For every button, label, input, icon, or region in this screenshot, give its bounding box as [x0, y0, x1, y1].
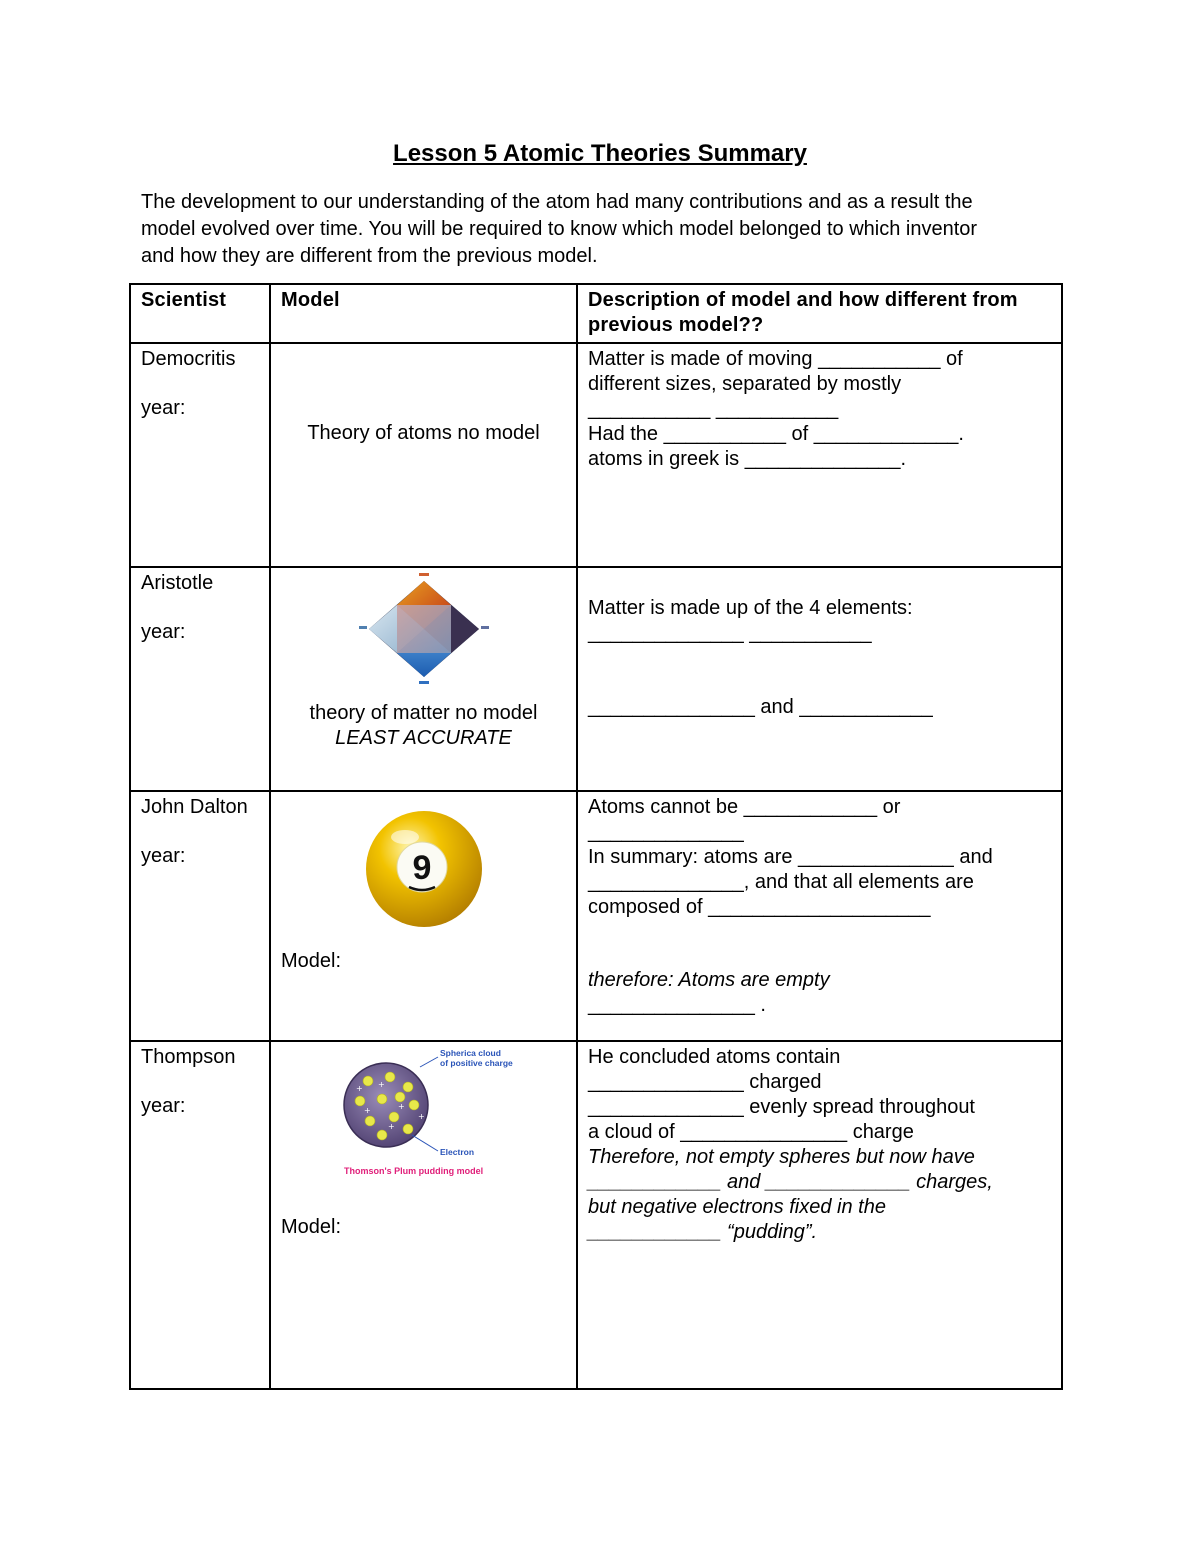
header-description: Description of model and how different from previous model?? — [577, 284, 1062, 343]
model-text: Theory of atoms no model — [307, 422, 540, 444]
table-row — [130, 1041, 1062, 1389]
model-cell — [270, 343, 577, 567]
ball-number: 9 — [412, 849, 431, 887]
description-line: composed of ____________________ — [588, 896, 931, 918]
description-line: ______________ ___________ — [588, 622, 872, 644]
table-row — [130, 791, 1062, 1041]
description-line: Matter is made up of the 4 elements: — [588, 597, 913, 619]
year-label: year: — [141, 621, 186, 643]
page-title: Lesson 5 Atomic Theories Summary — [393, 140, 807, 167]
model-label: Model: — [281, 1216, 342, 1238]
intro-paragraph — [141, 189, 1061, 270]
scientist-name: Aristotle — [141, 572, 214, 594]
model-note: LEAST ACCURATE — [335, 727, 512, 749]
scientist-cell — [130, 343, 270, 567]
table-row — [130, 343, 1062, 567]
model-text: theory of matter no model — [309, 702, 538, 724]
fig-label-top: Spherica cloud — [439, 1048, 501, 1058]
billiard-ball-icon — [359, 807, 489, 933]
scientist-name: Democritis — [141, 348, 236, 370]
description-cell — [577, 343, 1062, 567]
model-cell — [270, 791, 577, 1041]
intro-line: and how they are different from the previous model. — [141, 245, 598, 267]
svg-text:+: + — [397, 1102, 405, 1111]
description-line: Had the ___________ of _____________. — [588, 423, 964, 445]
fig-label-top: of positive charge — [439, 1058, 513, 1068]
description-line: ___________ ___________ — [588, 398, 839, 420]
table-header-row — [130, 284, 1062, 343]
model-cell — [270, 1041, 577, 1389]
description-line: In summary: atoms are ______________ and — [588, 846, 993, 868]
svg-text:+: + — [377, 1080, 385, 1089]
description-line: ______________ evenly spread throughout — [588, 1096, 975, 1118]
year-label: year: — [141, 1095, 186, 1117]
fig-label-electron: Electron — [439, 1147, 474, 1157]
theories-table — [129, 283, 1063, 1390]
description-line: different sizes, separated by mostly — [588, 373, 902, 395]
elements-diamond-icon — [359, 571, 489, 689]
svg-text:+: + — [355, 1084, 363, 1093]
intro-line: model evolved over time. You will be required to know which model belonged to which inventor — [141, 218, 978, 240]
description-line: a cloud of _______________ charge — [588, 1121, 914, 1143]
description-cell — [577, 1041, 1062, 1389]
description-line: but negative electrons fixed in the — [588, 1196, 886, 1218]
description-cell — [577, 567, 1062, 791]
svg-text:+: + — [387, 1122, 395, 1131]
description-line: He concluded atoms contain — [588, 1046, 841, 1068]
year-label: year: — [141, 845, 186, 867]
svg-text:+: + — [417, 1112, 425, 1121]
description-line: _______________ and ____________ — [588, 696, 933, 718]
model-label: Model: — [281, 950, 342, 972]
model-cell — [270, 567, 577, 791]
header-scientist: Scientist — [130, 284, 270, 343]
description-line: Matter is made of moving ___________ of — [588, 348, 963, 370]
scientist-name: John Dalton — [141, 796, 248, 818]
description-line: therefore: Atoms are empty — [588, 969, 830, 991]
description-cell — [577, 791, 1062, 1041]
description-line: atoms in greek is ______________. — [588, 448, 907, 470]
description-line: ______________ — [588, 821, 744, 843]
scientist-name: Thompson — [141, 1046, 236, 1068]
description-line: Atoms cannot be ____________ or — [588, 796, 901, 818]
header-model: Model — [270, 284, 577, 343]
table-row — [130, 567, 1062, 791]
year-label: year: — [141, 397, 186, 419]
plum-pudding-atom-icon — [334, 1047, 514, 1179]
description-line: ______________, and that all elements are — [588, 871, 974, 893]
intro-line: The development to our understanding of the atom had many contributions and as a result the — [141, 191, 973, 213]
svg-text:+: + — [363, 1106, 371, 1115]
description-line: ____________ “pudding”. — [588, 1221, 818, 1243]
scientist-cell — [130, 791, 270, 1041]
description-line: ____________ and _____________ charges, — [588, 1171, 993, 1193]
description-line: Therefore, not empty spheres but now have — [588, 1146, 975, 1168]
fig-caption: Thomson's Plum pudding model — [343, 1166, 483, 1176]
scientist-cell — [130, 567, 270, 791]
scientist-cell — [130, 1041, 270, 1389]
description-line: _______________ . — [588, 994, 766, 1016]
description-line: ______________ charged — [588, 1071, 822, 1093]
